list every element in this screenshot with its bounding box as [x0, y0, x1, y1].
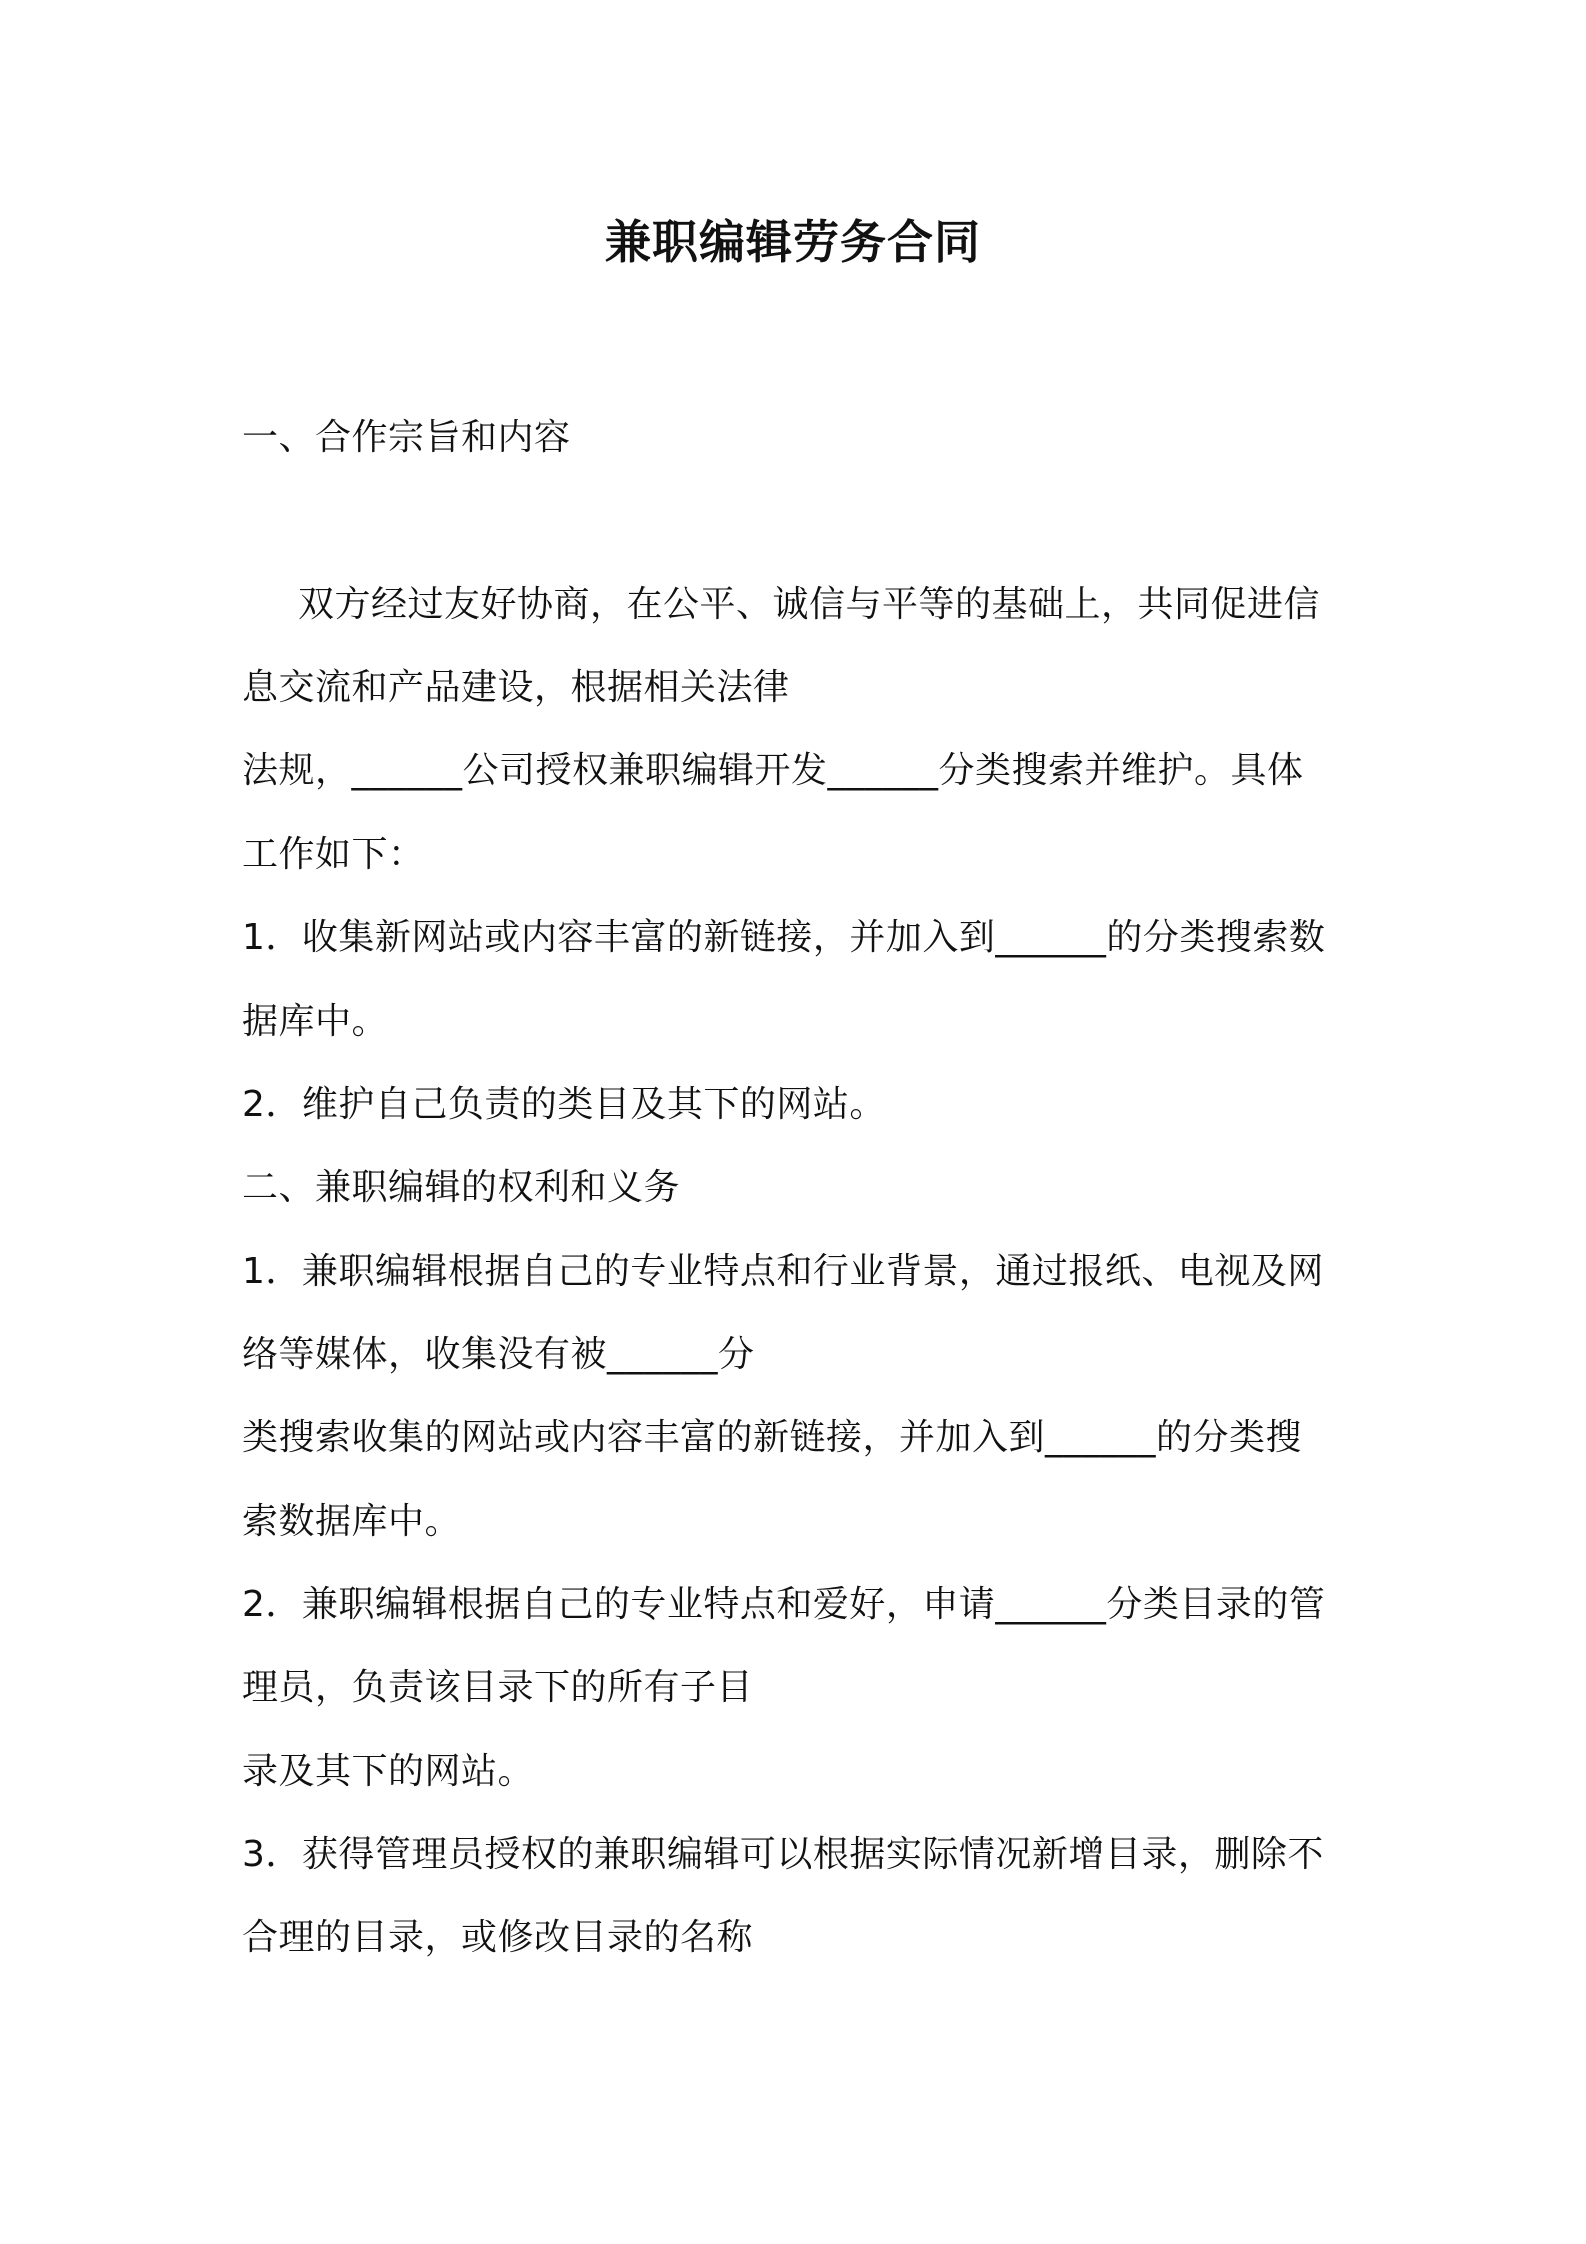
list-item-line: 类搜索收集的网站或内容丰富的新链接，并加入到______的分类搜 [242, 1417, 1303, 1458]
list-item-line: 理员，负责该目录下的所有子目 [242, 1667, 754, 1708]
paragraph-line: 工作如下： [242, 834, 425, 875]
list-item-line: 2．兼职编辑根据自己的专业特点和爱好，申请______分类目录的管 [242, 1584, 1326, 1625]
paragraph-line: 双方经过友好协商，在公平、诚信与平等的基础上，共同促进信 [298, 584, 1321, 625]
list-item-line: 1．兼职编辑根据自己的专业特点和行业背景，通过报纸、电视及网 [242, 1251, 1324, 1292]
list-item-line: 合理的目录，或修改目录的名称 [242, 1917, 754, 1958]
document-title: 兼职编辑劳务合同 [605, 215, 981, 269]
list-item-line: 2．维护自己负责的类目及其下的网站。 [242, 1084, 886, 1125]
list-item-line: 3．获得管理员授权的兼职编辑可以根据实际情况新增目录，删除不 [242, 1834, 1324, 1875]
list-item-line: 录及其下的网站。 [242, 1751, 535, 1792]
list-item-line: 据库中。 [242, 1001, 389, 1042]
list-item-line: 1．收集新网站或内容丰富的新链接，并加入到______的分类搜索数 [242, 917, 1326, 958]
list-item-line: 索数据库中。 [242, 1501, 462, 1542]
section-heading-2: 二、兼职编辑的权利和义务 [242, 1167, 681, 1208]
list-item-line: 络等媒体，收集没有被______分 [242, 1334, 755, 1375]
section-heading-1: 一、合作宗旨和内容 [242, 417, 571, 458]
paragraph-line: 息交流和产品建设，根据相关法律 [242, 667, 790, 708]
paragraph-line: 法规，______公司授权兼职编辑开发______分类搜索并维护。具体 [242, 750, 1304, 791]
